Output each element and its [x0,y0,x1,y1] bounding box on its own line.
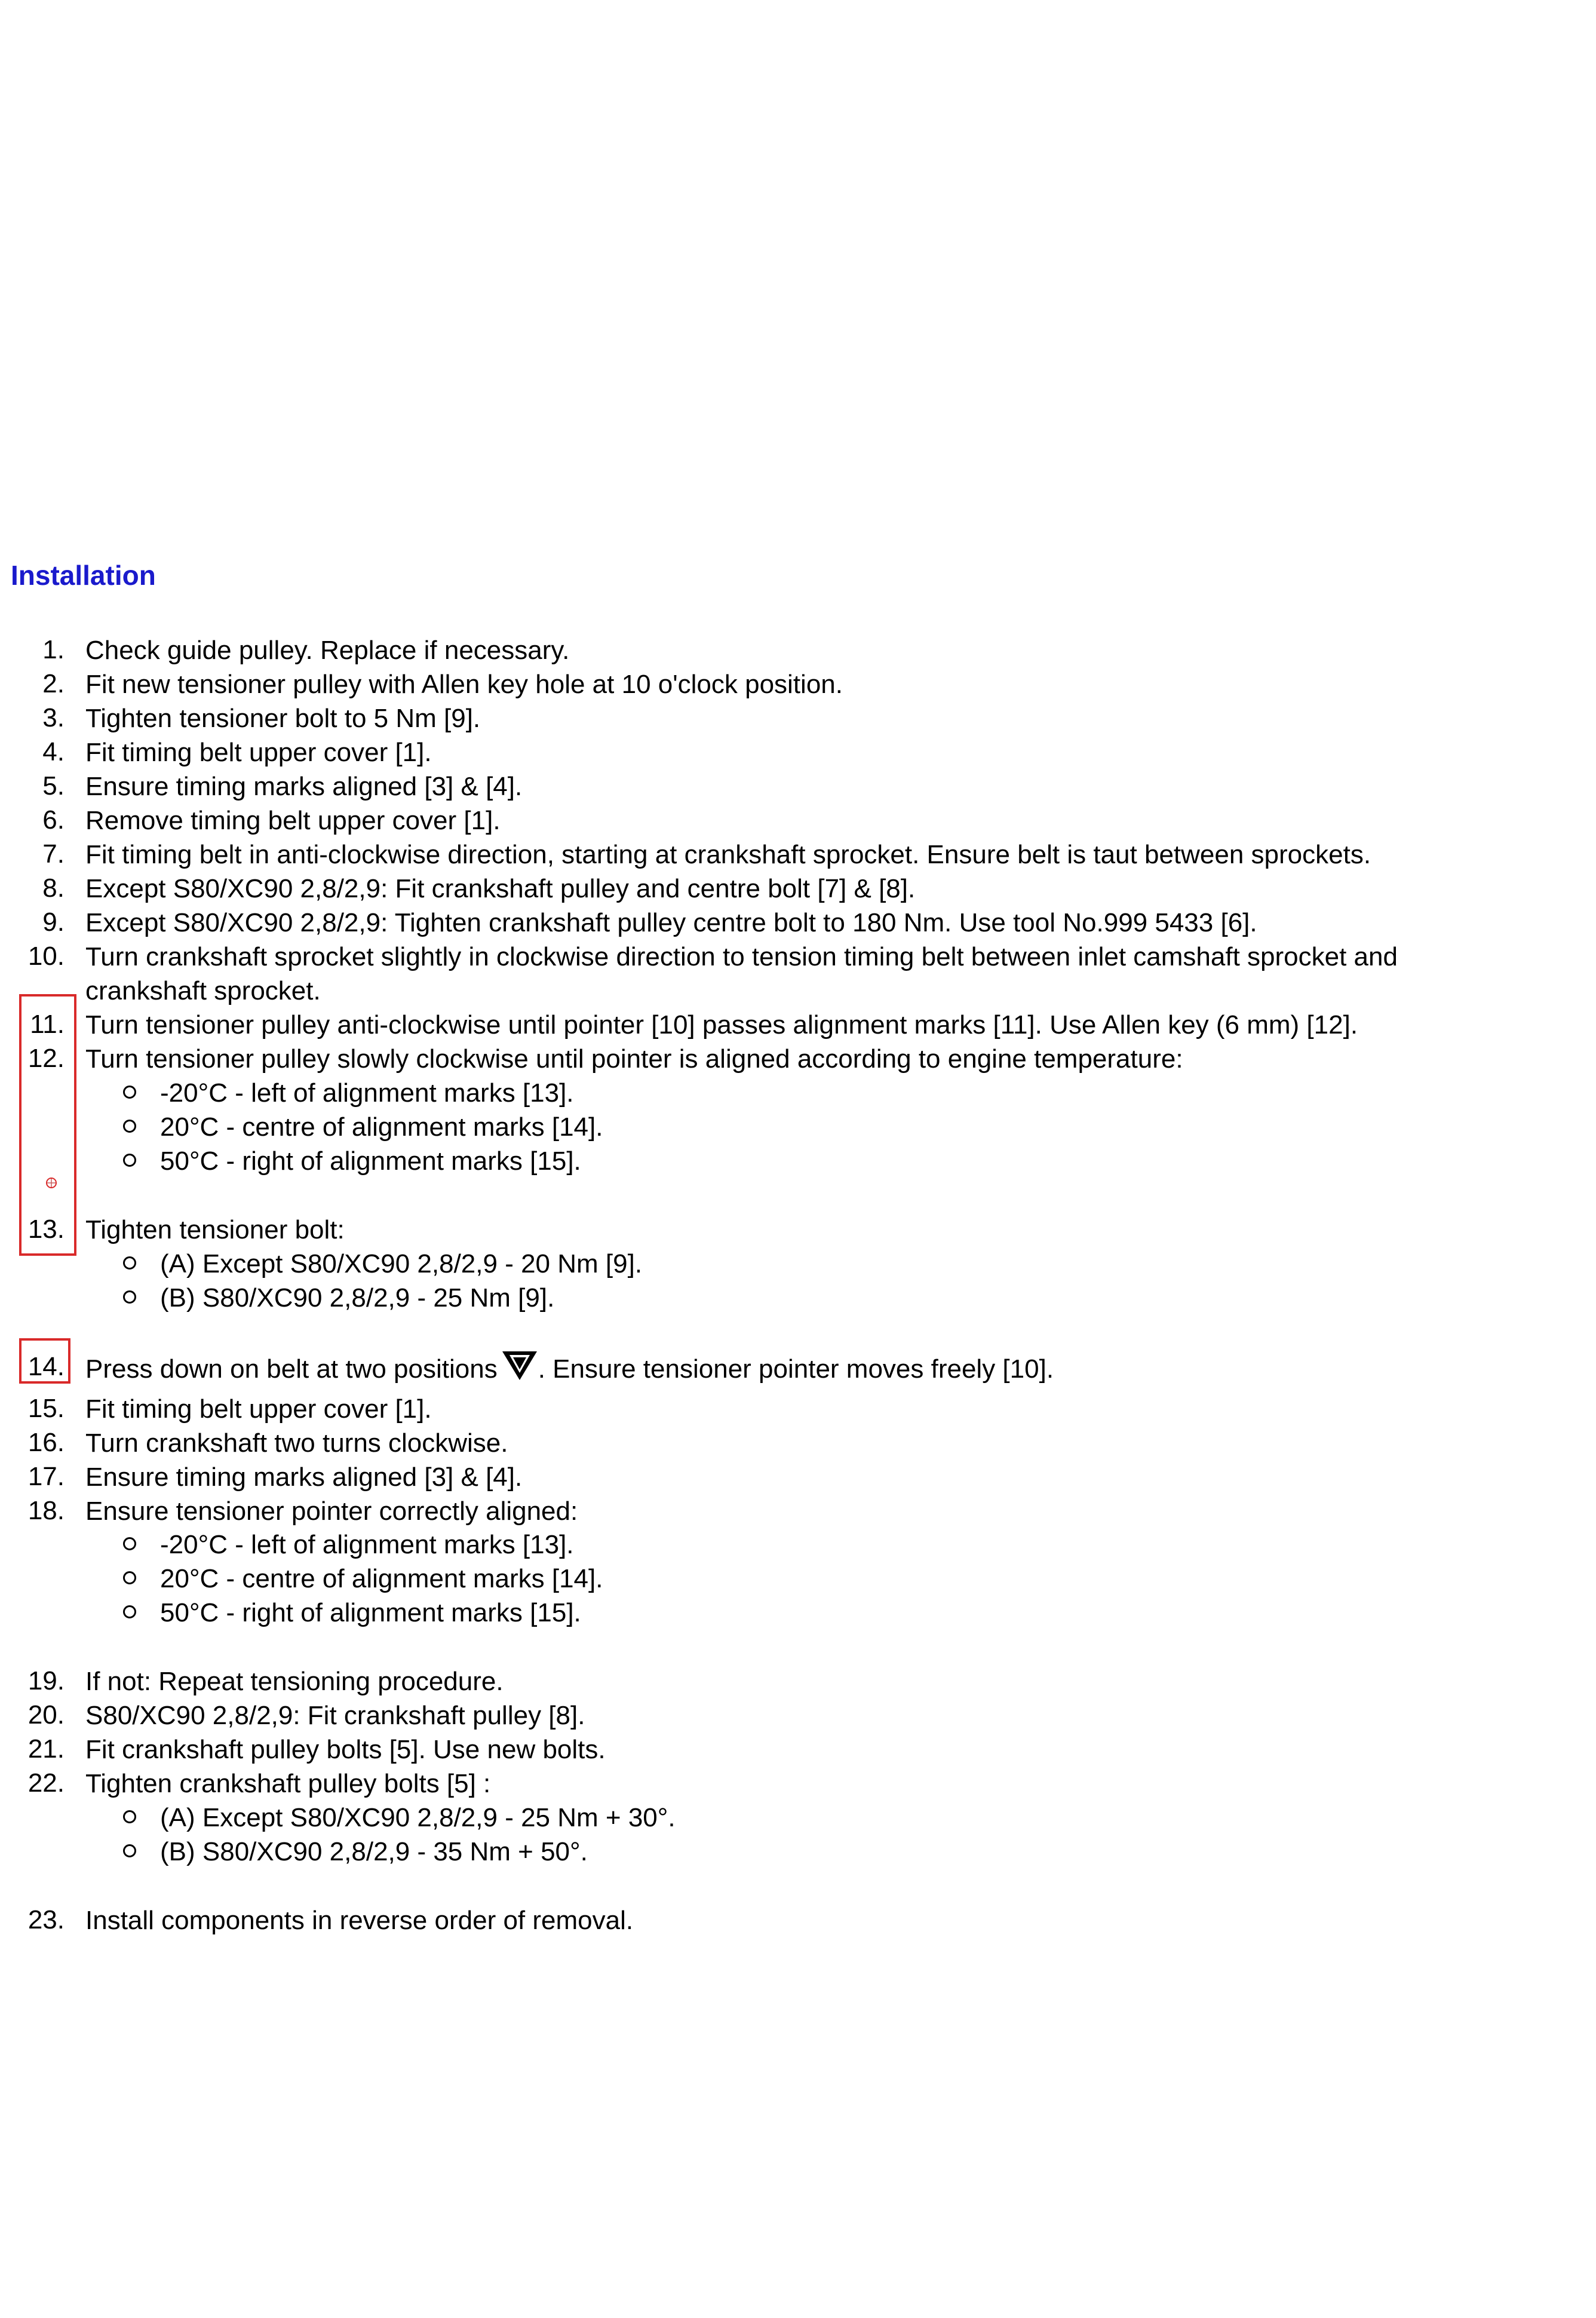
step-number: 5. [42,771,65,801]
step-text: Ensure timing marks aligned [3] & [4]. [85,1462,523,1492]
step-text: Turn crankshaft sprocket slightly in clockwise direction to tension timing belt between inlet camshaft sprocket and [85,942,1398,971]
sub-item: (B) S80/XC90 2,8/2,9 - 25 Nm [9]. [160,1281,554,1315]
step-number: 3. [42,703,65,732]
bullet-icon [123,1086,136,1099]
highlight-box [19,1338,70,1384]
step-number: 8. [42,873,65,903]
press-down-arrow-icon [501,1350,538,1381]
sub-item: -20°C - left of alignment marks [13]. [160,1077,574,1110]
bullet-icon [123,1605,136,1618]
bullet-icon [123,1290,136,1304]
section-heading: Installation [11,560,156,591]
step-number: 10. [27,942,65,971]
step-number: 11. [30,1010,65,1039]
step-text: Press down on belt at two positions . Ensure tensioner pointer moves freely [10]. [85,1350,1585,1386]
step-number: 20. [27,1700,65,1730]
step-text: Fit new tensioner pulley with Allen key hole at 10 o'clock position. [85,670,843,699]
step-number: 17. [27,1462,65,1491]
sub-item: (B) S80/XC90 2,8/2,9 - 35 Nm + 50°. [160,1835,588,1869]
step-text: Remove timing belt upper cover [1]. [85,806,501,835]
step-text: Fit crankshaft pulley bolts [5]. Use new bolts. [85,1735,606,1764]
step-number: 13. [27,1215,65,1244]
bullet-icon [123,1256,136,1270]
step-text: Turn tensioner pulley slowly clockwise until pointer is aligned according to engine temperature: [85,1044,1183,1074]
step-text: Tighten crankshaft pulley bolts [5] : [85,1769,491,1798]
step-text: Ensure timing marks aligned [3] & [4]. [85,772,523,801]
step-number: 19. [27,1666,65,1695]
step-text: Turn crankshaft two turns clockwise. [85,1428,508,1458]
step-number: 22. [27,1768,65,1798]
sub-item: (A) Except S80/XC90 2,8/2,9 - 20 Nm [9]. [160,1247,642,1281]
step-number: 2. [42,669,65,698]
step-number: 12. [27,1044,65,1073]
sub-item: 20°C - centre of alignment marks [14]. [160,1111,603,1144]
step-text: Ensure tensioner pointer correctly aligned: [85,1497,578,1526]
step-text: Fit timing belt upper cover [1]. [85,1394,432,1424]
step-text: If not: Repeat tensioning procedure. [85,1667,504,1696]
bullet-icon [123,1537,136,1550]
step-text: Tighten tensioner bolt to 5 Nm [9]. [85,704,481,733]
sub-item: 50°C - right of alignment marks [15]. [160,1145,581,1178]
step-number: 7. [42,839,65,869]
sub-item: -20°C - left of alignment marks [13]. [160,1528,574,1562]
bullet-icon [123,1571,136,1584]
step-text: Except S80/XC90 2,8/2,9: Tighten crankshaft pulley centre bolt to 180 Nm. Use tool No.999 5433 [6]. [85,908,1257,937]
step-text: Except S80/XC90 2,8/2,9: Fit crankshaft pulley and centre bolt [7] & [8]. [85,874,916,903]
step-number: 15. [27,1394,65,1423]
step-text: Fit timing belt in anti-clockwise direction, starting at crankshaft sprocket. Ensure belt is taut between sprockets. [85,840,1371,869]
step-text-continued: crankshaft sprocket. [85,976,321,1005]
bullet-icon [123,1154,136,1167]
step-number: 4. [42,737,65,766]
highlight-box [19,994,76,1256]
step-number: 14. [27,1352,65,1381]
bullet-icon [123,1120,136,1133]
step-text: Install components in reverse order of removal. [85,1906,634,1935]
bullet-icon [123,1844,136,1857]
step-text: Fit timing belt upper cover [1]. [85,738,432,767]
sub-item: 20°C - centre of alignment marks [14]. [160,1562,603,1596]
step-text: Tighten tensioner bolt: [85,1215,345,1244]
step-number: 9. [42,907,65,937]
step-number: 18. [27,1496,65,1525]
step-number: 16. [27,1428,65,1457]
bullet-icon [123,1810,136,1823]
step-number: 21. [27,1734,65,1764]
step-text: Check guide pulley. Replace if necessary. [85,636,570,665]
step-text: Turn tensioner pulley anti-clockwise until pointer [10] passes alignment marks [11]. Use Allen key (6 mm) [12]. [85,1010,1358,1040]
sub-item: (A) Except S80/XC90 2,8/2,9 - 25 Nm + 30°. [160,1801,676,1835]
step-number: 23. [27,1905,65,1934]
step-text: S80/XC90 2,8/2,9: Fit crankshaft pulley [8]. [85,1701,585,1730]
step-number: 6. [42,805,65,835]
step-number: 1. [42,635,65,664]
sub-item: 50°C - right of alignment marks [15]. [160,1596,581,1630]
